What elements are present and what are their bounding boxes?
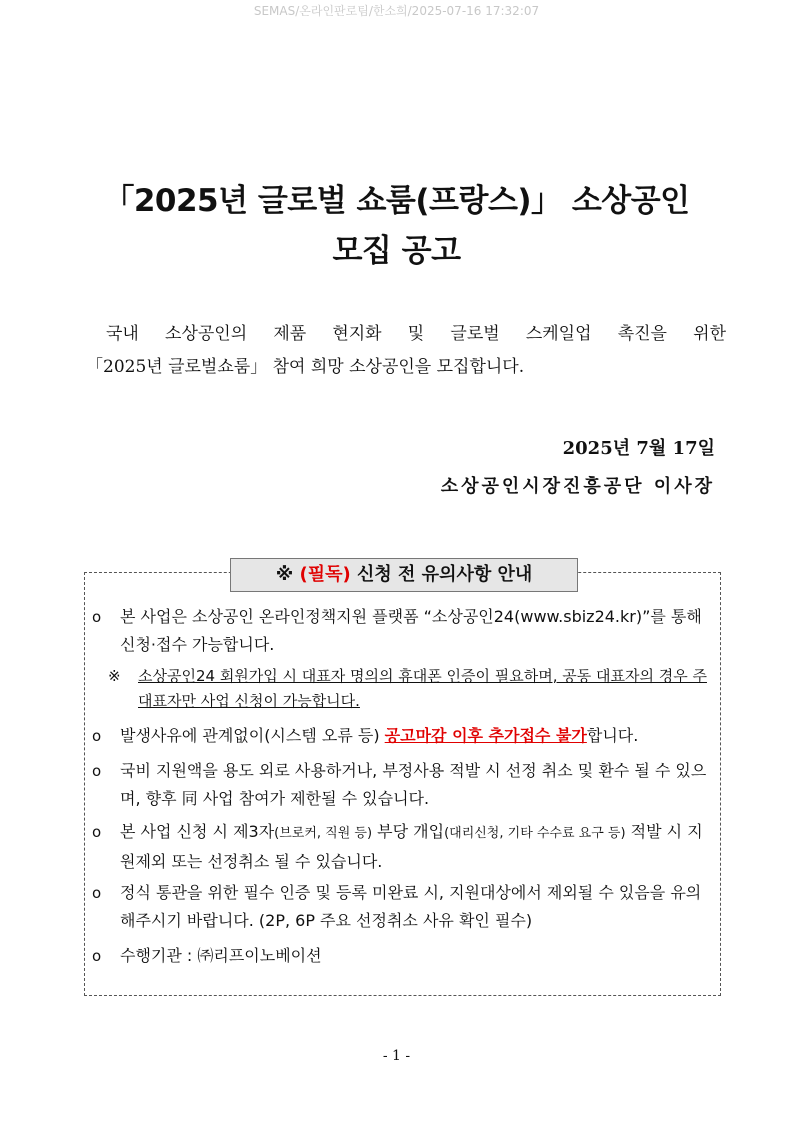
notice-item-4 <box>92 818 716 876</box>
notice-item-text-small: (대리신청, 기타 수수료 요구 등) <box>444 826 626 841</box>
watermark: SEMAS/온라인판로팀/한소희/2025-07-16 17:32:07 <box>253 4 540 18</box>
bullet-icon: o <box>92 762 102 780</box>
bullet-icon: o <box>92 884 102 902</box>
notice-item-6 <box>92 942 716 970</box>
announcement-date: 2025년 7월 17일 <box>562 438 715 459</box>
notice-item-text: 본 사업은 소상공인 온라인정책지원 플랫폼 “소상공인24(www.sbiz24.kr)”를 통해 신청·접수 가능합니다. <box>120 607 702 654</box>
notice-item-1-note <box>108 664 716 714</box>
notice-item-text: 수행기관 : ㈜리프이노베이션 <box>120 946 322 965</box>
bullet-icon: o <box>92 823 102 841</box>
page-title-line2: 모집 공고 <box>332 233 461 269</box>
notice-item-2 <box>92 722 716 750</box>
notice-item-text-part: 부당 개입 <box>372 822 445 841</box>
notice-item-text: 국비 지원액을 용도 외로 사용하거나, 부정사용 적발 시 선정 취소 및 환수 될 수 있으며, 향후 同 사업 참여가 제한될 수 있습니다. <box>120 761 707 808</box>
notice-item-text <box>120 818 716 876</box>
notice-item-text-small: (브로커, 직원 등) <box>274 826 373 841</box>
deadline-warning: 공고마감 이후 추가접수 불가 <box>384 726 587 745</box>
notice-item-text-part: 합니다. <box>586 726 639 745</box>
notice-item-5 <box>92 879 716 935</box>
notice-item-text-part: 적발 시 지원제외 또는 선정취소 될 수 있습니다. <box>120 822 703 871</box>
notice-item-text-part: 본 사업 신청 시 제3자 <box>120 822 275 841</box>
notice-heading-text: 신청 전 유의사항 안내 <box>350 564 533 585</box>
notice-item-text-part: 발생사유에 관계없이(시스템 오류 등) <box>120 726 385 745</box>
intro-line-2: 「2025년 글로벌쇼룸」 참여 희망 소상공인을 모집합니다. <box>86 357 525 377</box>
notice-note-text: 소상공인24 회원가입 시 대표자 명의의 휴대폰 인증이 필요하며, 공동 대표자의 경우 주 대표자만 사업 신청이 가능합니다. <box>138 667 707 710</box>
reference-mark-icon: ※ <box>108 667 121 685</box>
bullet-icon: o <box>92 608 102 626</box>
required-reading-label: (필독) <box>299 564 351 585</box>
bullet-icon: o <box>92 947 102 965</box>
notice-item-1 <box>92 603 716 659</box>
notice-item-text: 정식 통관을 위한 필수 인증 및 등록 미완료 시, 지원대상에서 제외될 수 있음을 유의해주시기 바랍니다. (2P, 6P 주요 선정취소 사유 확인 필수) <box>120 883 702 930</box>
intro-line-1: 국내 소상공인의 제품 현지화 및 글로벌 스케일업 촉진을 위한 <box>106 324 726 344</box>
intro-paragraph <box>86 318 726 384</box>
notice-item-text <box>120 722 716 750</box>
notice-heading-prefix: ※ <box>275 564 300 585</box>
bullet-icon: o <box>92 727 102 745</box>
notice-heading <box>230 558 578 592</box>
page-number: - 1 - <box>382 1048 411 1064</box>
issuing-organization: 소상공인시장진흥공단 이사장 <box>440 476 715 497</box>
notice-item-3 <box>92 757 716 813</box>
page-title: 「2025년 글로벌 쇼룸(프랑스)」 소상공인 <box>103 183 690 219</box>
